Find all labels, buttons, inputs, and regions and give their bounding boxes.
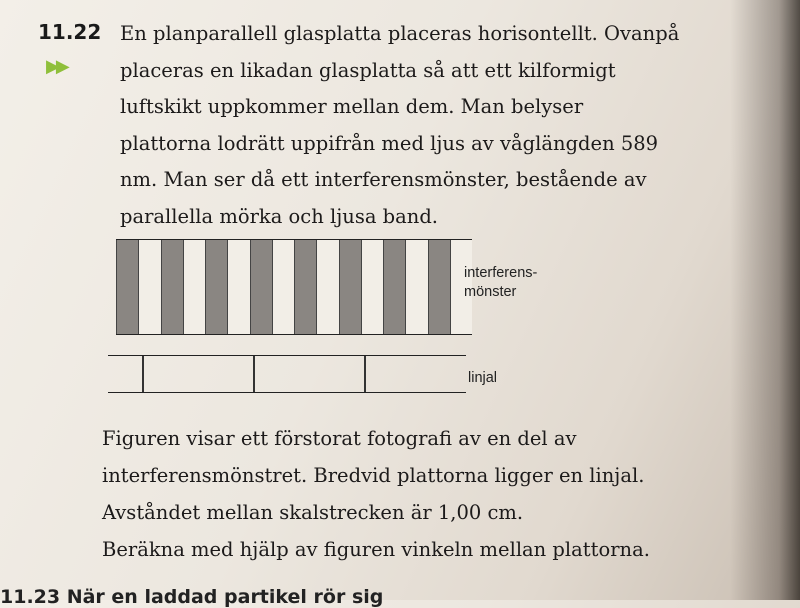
interference-figure [108, 236, 538, 401]
problem-line: nm. Man ser då ett interferensmönster, bestående av [120, 168, 647, 191]
description-line: Figuren visar ett förstorat fotografi av en del av [102, 427, 577, 450]
difficulty-arrows-icon: ▶▶ [46, 56, 66, 77]
problem-line: parallella mörka och ljusa band. [120, 204, 438, 228]
description-line: Beräkna med hjälp av figuren vinkeln mellan plattorna. [102, 538, 650, 561]
problem-line: plattorna lodrätt uppifrån med ljus av våglängden 589 [120, 131, 659, 155]
problem-line: placeras en likadan glasplatta så att ett kilformigt [120, 58, 616, 82]
light-band [317, 240, 338, 334]
pattern-label-line: mönster [464, 284, 517, 300]
dark-band [161, 240, 184, 334]
next-problem-cutoff: 11.23 När en laddad partikel rör sig [0, 586, 384, 608]
interference-pattern [116, 239, 472, 335]
problem-number: 11.22 [38, 20, 102, 44]
dark-band [339, 240, 362, 334]
light-band [362, 240, 383, 334]
figure-description [102, 420, 742, 568]
description-line: interferensmönstret. Bredvid plattorna ligger en linjal. [102, 464, 645, 487]
description-line: Avståndet mellan skalstrecken är 1,00 cm. [102, 501, 524, 524]
light-band [273, 240, 294, 334]
problem-line: luftskikt uppkommer mellan dem. Man belyser [120, 95, 584, 118]
dark-band [383, 240, 406, 334]
dark-band [294, 240, 317, 334]
dark-band [250, 240, 273, 334]
ruler-label: linjal [468, 370, 498, 386]
light-band [184, 240, 205, 334]
pattern-label-line: interferens- [464, 265, 538, 281]
dark-band [428, 240, 451, 334]
ruler [108, 355, 466, 393]
ruler-tick [142, 356, 144, 392]
light-band [139, 240, 160, 334]
dark-band [205, 240, 228, 334]
light-band [406, 240, 427, 334]
problem-statement [120, 16, 740, 235]
ruler-tick [253, 356, 255, 392]
light-band [228, 240, 249, 334]
dark-band [116, 240, 139, 334]
pattern-label [464, 264, 537, 302]
problem-line: En planparallell glasplatta placeras horisontellt. Ovanpå [120, 22, 680, 45]
ruler-tick [364, 356, 366, 392]
